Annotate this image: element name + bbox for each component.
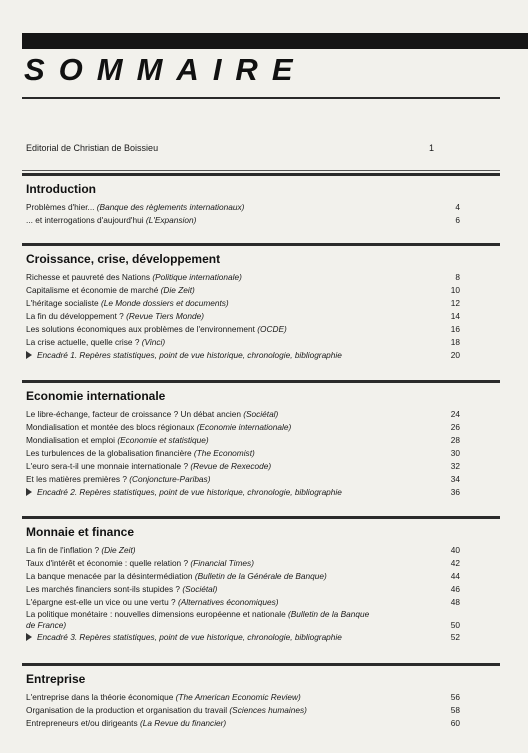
toc-entry[interactable]: [22, 583, 500, 596]
toc-entry[interactable]: [22, 544, 500, 557]
entry-page: 20: [450, 350, 460, 360]
arrow-right-icon: [26, 351, 32, 359]
entry-source: (Economie internationale): [196, 422, 292, 432]
entry-source: (Revue de Rexecode): [190, 461, 272, 471]
section-bar: [22, 243, 500, 246]
entry-source: (Sociétal): [243, 409, 279, 419]
title-divider: [22, 97, 500, 99]
section-title: Croissance, crise, développement: [26, 252, 221, 266]
editorial-label: Editorial de Christian de Boissieu: [26, 143, 159, 153]
entry-label: [26, 447, 255, 460]
entry-page: 24: [450, 409, 460, 419]
toc-entry[interactable]: [22, 421, 500, 434]
entry-page: 40: [450, 545, 460, 555]
entry-title: La crise actuelle, quelle crise ?: [26, 337, 140, 347]
entry-label: [26, 570, 327, 583]
entry-title: Les marchés financiers sont-ils stupides ?: [26, 584, 181, 594]
editorial-divider: [22, 170, 500, 171]
entry-label: [26, 486, 342, 499]
entry-label: [26, 297, 229, 310]
entry-label: [26, 717, 226, 730]
entry-source: (Bulletin de la Banque de France): [26, 609, 370, 630]
section-bar: [22, 173, 500, 176]
entry-label: [26, 421, 291, 434]
toc-entry[interactable]: [22, 691, 500, 704]
entry-title: La politique monétaire : nouvelles dimensions européenne et nationale: [26, 609, 286, 619]
entry-page: 44: [450, 571, 460, 581]
entry-title: Entrepreneurs et/ou dirigeants: [26, 718, 138, 728]
entry-title: L'héritage socialiste: [26, 298, 99, 308]
entry-page: 52: [450, 632, 460, 642]
entry-label: [26, 631, 342, 644]
entry-title: Les turbulences de la globalisation financière: [26, 448, 192, 458]
entry-source: (Bulletin de la Générale de Banque): [194, 571, 327, 581]
section-title: Economie internationale: [26, 389, 166, 403]
entry-label: [26, 704, 307, 717]
toc-entry[interactable]: [22, 447, 500, 460]
section-items: [22, 201, 500, 227]
toc-entry[interactable]: [22, 460, 500, 473]
entry-page: 58: [450, 705, 460, 715]
entry-page: 46: [450, 584, 460, 594]
section-1: [22, 173, 500, 227]
entry-source: (Economie et statistique): [117, 435, 209, 445]
entry-source: (Sciences humaines): [229, 705, 307, 715]
toc-entry[interactable]: [22, 336, 500, 349]
toc-entry[interactable]: [22, 434, 500, 447]
toc-entry[interactable]: [22, 704, 500, 717]
entry-label: [26, 214, 196, 227]
entry-label: [26, 323, 287, 336]
section-items: [22, 408, 500, 499]
arrow-right-icon: [26, 488, 32, 496]
encadre-entry[interactable]: [22, 349, 500, 362]
toc-entry[interactable]: [22, 596, 500, 609]
entry-source: (OCDE): [257, 324, 287, 334]
entry-title: Encadré 3. Repères statistiques, point de vue historique, chronologie, bibliographie: [37, 632, 342, 642]
section-title: Introduction: [26, 182, 96, 196]
entry-label: [26, 349, 342, 362]
entry-label: [26, 408, 278, 421]
entry-source: (L'Expansion): [145, 215, 197, 225]
entry-label: [26, 544, 136, 557]
entry-page: 48: [450, 597, 460, 607]
section-bar: [22, 516, 500, 519]
entry-title: Les solutions économiques aux problèmes de l'environnement: [26, 324, 255, 334]
entry-source: (Sociétal): [182, 584, 218, 594]
section-bar: [22, 380, 500, 383]
section-bar: [22, 663, 500, 666]
page-title: SOMMAIRE: [24, 52, 307, 87]
entry-label: [26, 271, 242, 284]
entry-label: [26, 336, 165, 349]
entry-source: (Politique internationale): [152, 272, 242, 282]
entry-page: 10: [450, 285, 460, 295]
entry-title: Le libre-échange, facteur de croissance ? Un débat ancien: [26, 409, 241, 419]
entry-title: La fin du développement ?: [26, 311, 124, 321]
editorial-page: 1: [428, 143, 434, 153]
entry-page: 4: [455, 202, 460, 212]
entry-label: [26, 284, 195, 297]
toc-entry[interactable]: [22, 408, 500, 421]
entry-source: (Revue Tiers Monde): [126, 311, 204, 321]
entry-title: Richesse et pauvreté des Nations: [26, 272, 151, 282]
entry-page: 12: [450, 298, 460, 308]
entry-title: Encadré 1. Repères statistiques, point de vue historique, chronologie, bibliographie: [37, 350, 342, 360]
entry-label: [26, 691, 301, 704]
entry-page: 28: [450, 435, 460, 445]
entry-label: [26, 473, 210, 486]
entry-page: 26: [450, 422, 460, 432]
entry-title: ... et interrogations d'aujourd'hui: [26, 215, 144, 225]
entry-source: (The Economist): [193, 448, 255, 458]
entry-source: (Vinci): [141, 337, 166, 347]
entry-title: Capitalisme et économie de marché: [26, 285, 159, 295]
entry-title: Encadré 2. Repères statistiques, point de vue historique, chronologie, bibliographie: [37, 487, 342, 497]
section-items: [22, 691, 500, 730]
editorial-entry[interactable]: [26, 143, 434, 153]
entry-title: Mondialisation et emploi: [26, 435, 116, 445]
toc-entry[interactable]: [22, 570, 500, 583]
entry-label: [26, 557, 254, 570]
entry-label: [26, 596, 279, 609]
arrow-right-icon: [26, 633, 32, 641]
toc-entry[interactable]: [22, 557, 500, 570]
entry-label: [26, 609, 376, 631]
entry-title: La banque menacée par la désintermédiation: [26, 571, 193, 581]
section-items: [22, 544, 500, 644]
entry-title: Taux d'intérêt et économie : quelle relation ?: [26, 558, 189, 568]
entry-page: 50: [450, 620, 460, 630]
entry-source: (Die Zeit): [160, 285, 195, 295]
entry-page: 16: [450, 324, 460, 334]
entry-title: Et les matières premières ?: [26, 474, 127, 484]
entry-source: (The American Economic Review): [175, 692, 301, 702]
entry-page: 18: [450, 337, 460, 347]
entry-title: L'euro sera-t-il une monnaie internationale ?: [26, 461, 189, 471]
entry-title: Problèmes d'hier...: [26, 202, 95, 212]
encadre-entry[interactable]: [22, 486, 500, 499]
toc-entry[interactable]: [22, 297, 500, 310]
entry-source: (Le Monde dossiers et documents): [100, 298, 229, 308]
section-4: [22, 516, 500, 644]
entry-source: (Alternatives économiques): [177, 597, 279, 607]
encadre-entry[interactable]: [22, 631, 500, 644]
entry-title: Organisation de la production et organisation du travail: [26, 705, 228, 715]
entry-page: 60: [450, 718, 460, 728]
entry-label: [26, 460, 271, 473]
section-title: Monnaie et finance: [26, 525, 135, 539]
toc-entry[interactable]: [22, 323, 500, 336]
toc-entry[interactable]: [22, 473, 500, 486]
entry-label: [26, 434, 209, 447]
entry-page: 8: [455, 272, 460, 282]
entry-source: (Banque des règlements internationaux): [96, 202, 245, 212]
toc-entry[interactable]: [22, 310, 500, 323]
entry-source: (Die Zeit): [101, 545, 136, 555]
entry-title: L'entreprise dans la théorie économique: [26, 692, 174, 702]
entry-source: (La Revue du financier): [139, 718, 227, 728]
entry-page: 56: [450, 692, 460, 702]
section-title: Entreprise: [26, 672, 86, 686]
entry-page: 36: [450, 487, 460, 497]
entry-label: [26, 583, 217, 596]
toc-entry[interactable]: [22, 284, 500, 297]
entry-source: (Financial Times): [190, 558, 254, 568]
entry-page: 32: [450, 461, 460, 471]
toc-entry[interactable]: [22, 271, 500, 284]
entry-page: 42: [450, 558, 460, 568]
entry-page: 34: [450, 474, 460, 484]
entry-label: [26, 201, 244, 214]
entry-title: L'épargne est-elle un vice ou une vertu ?: [26, 597, 176, 607]
section-5: [22, 663, 500, 730]
top-black-bar: [22, 33, 528, 49]
entry-label: [26, 310, 204, 323]
toc-entry[interactable]: [22, 717, 500, 730]
entry-source: (Conjoncture-Paribas): [129, 474, 211, 484]
toc-entry[interactable]: [22, 201, 500, 214]
toc-entry[interactable]: [22, 609, 500, 631]
entry-page: 6: [455, 215, 460, 225]
section-3: [22, 380, 500, 499]
entry-title: La fin de l'inflation ?: [26, 545, 100, 555]
section-items: [22, 271, 500, 362]
section-2: [22, 243, 500, 362]
entry-title: Mondialisation et montée des blocs régionaux: [26, 422, 195, 432]
entry-page: 30: [450, 448, 460, 458]
toc-entry[interactable]: [22, 214, 500, 227]
entry-page: 14: [450, 311, 460, 321]
